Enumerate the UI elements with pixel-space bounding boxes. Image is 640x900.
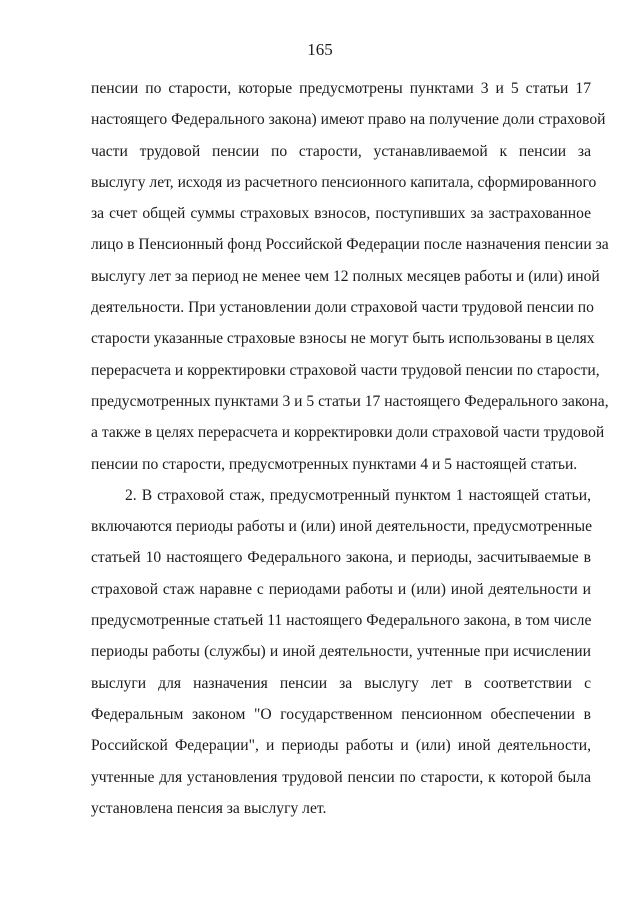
text-line: выслуги для назначения пенсии за выслугу лет в соответствии с: [91, 674, 591, 692]
text-line: пенсии по старости, которые предусмотрены пунктами 3 и 5 статьи 17: [91, 80, 591, 97]
paragraph-1: [91, 73, 609, 480]
text-line: страховой стаж наравне с периодами работы и (или) иной деятельности и: [91, 580, 591, 598]
text-line: настоящего Федерального закона) имеют право на получение доли страховой: [91, 111, 606, 129]
text-line: лицо в Пенсионный фонд Российской Федерации после назначения пенсии за: [91, 236, 609, 254]
text-line: за счет общей суммы страховых взносов, поступивших за застрахованное: [91, 205, 591, 223]
text-line: 2. В страховой стаж, предусмотренный пунктом 1 настоящей статьи,: [125, 486, 591, 504]
text-line: старости указанные страховые взносы не могут быть использованы в целях: [91, 330, 595, 348]
text-line: деятельности. При установлении доли страховой части трудовой пенсии по: [91, 299, 594, 317]
text-line: Федеральным законом "О государственном пенсионном обеспечении в: [91, 705, 591, 723]
text-line: периоды работы (службы) и иной деятельности, учтенные при исчислении: [91, 643, 591, 661]
text-line: установлена пенсия за выслугу лет.: [91, 799, 327, 817]
text-line: выслугу лет, исходя из расчетного пенсионного капитала, сформированного: [91, 173, 597, 191]
page-number: 165: [307, 40, 333, 59]
document-body: [91, 73, 609, 824]
text-line: части трудовой пенсии по старости, устанавливаемой к пенсии за: [91, 142, 591, 160]
text-line: включаются периоды работы и (или) иной деятельности, предусмотренные: [91, 518, 593, 536]
text-line: предусмотренные статьей 11 настоящего Федерального закона, в том числе: [91, 612, 592, 630]
text-line: учтенные для установления трудовой пенсии по старости, к которой была: [91, 768, 591, 786]
text-line: статьей 10 настоящего Федерального закона, и периоды, засчитываемые в: [91, 549, 591, 567]
text-line: предусмотренных пунктами 3 и 5 статьи 17 настоящего Федерального закона,: [91, 392, 609, 410]
text-line: перерасчета и корректировки страховой части трудовой пенсии по старости,: [91, 361, 600, 379]
text-line: Российской Федерации", и периоды работы и (или) иной деятельности,: [91, 737, 591, 755]
text-line: пенсии по старости, предусмотренных пунктами 4 и 5 настоящей статьи.: [91, 455, 578, 473]
paragraph-2: [91, 480, 591, 824]
text-line: выслугу лет за период не менее чем 12 полных месяцев работы и (или) иной: [91, 267, 600, 285]
text-line: а также в целях перерасчета и корректировки доли страховой части трудовой: [91, 424, 605, 442]
